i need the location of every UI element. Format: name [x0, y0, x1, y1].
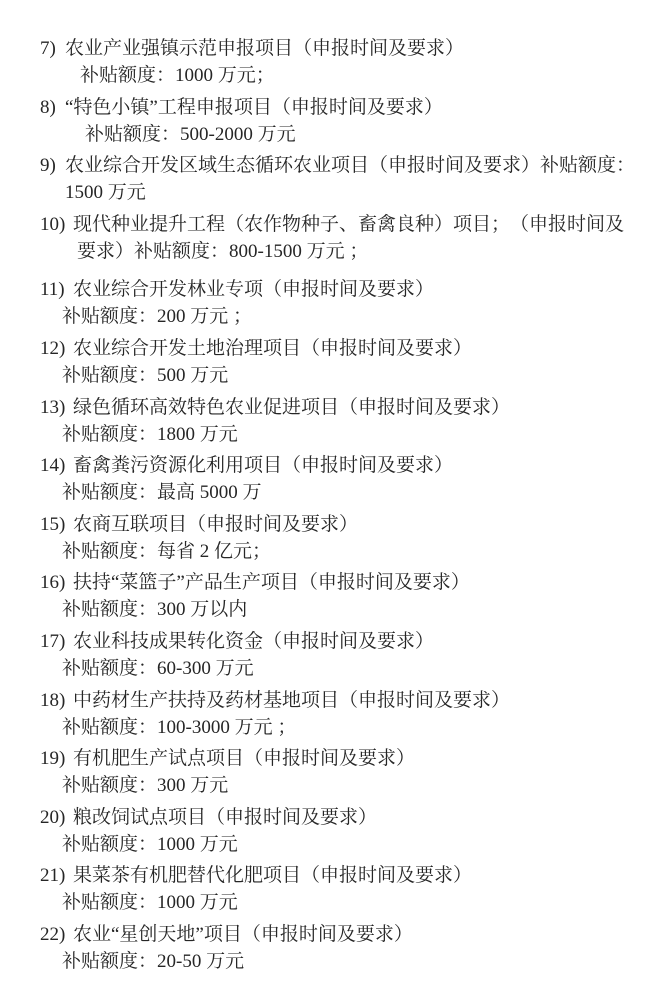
item-title: 现代种业提升工程（农作物种子、畜禽良种）项目； （申报时间及	[73, 213, 625, 235]
item-detail: 补贴额度：100-3000 万元 ；	[62, 716, 297, 738]
item-title: 扶持“菜篮子”产品生产项目（申报时间及要求）	[73, 572, 470, 594]
item-number: 9)	[40, 155, 56, 177]
item-detail: 补贴额度：20-50 万元	[62, 950, 245, 972]
item-title: 有机肥生产试点项目（申报时间及要求）	[73, 748, 416, 770]
item-title: 绿色循环高效特色农业促进项目（申报时间及要求）	[73, 396, 511, 418]
list-item-22	[0, 921, 644, 975]
list-item-16	[0, 569, 644, 623]
list-item-13	[0, 394, 644, 448]
item-number: 12)	[40, 337, 66, 359]
list-item-12	[0, 335, 644, 389]
item-detail: 补贴额度：200 万元 ；	[62, 306, 253, 328]
item-number: 7)	[40, 38, 56, 59]
item-detail: 补贴额度：500-2000 万元	[85, 123, 296, 145]
item-detail: 补贴额度：300 万元	[62, 775, 229, 797]
item-number: 19)	[40, 748, 66, 770]
item-title: 农业综合开发林业专项（申报时间及要求）	[73, 279, 435, 301]
item-number: 17)	[40, 630, 66, 652]
item-title: 果菜茶有机肥替代化肥项目（申报时间及要求）	[73, 865, 473, 887]
list-item-7	[0, 35, 644, 89]
item-detail: 补贴额度：每省 2 亿元；	[62, 540, 272, 562]
list-item-10	[0, 211, 644, 265]
item-detail: 补贴额度：1800 万元	[62, 423, 238, 445]
item-detail: 补贴额度：1000 万元	[62, 892, 238, 914]
list-item-11	[0, 276, 644, 330]
list-item-14	[0, 452, 644, 506]
item-detail: 补贴额度：最高 5000 万	[62, 482, 262, 504]
item-number: 21)	[40, 865, 66, 887]
item-detail: 补贴额度：60-300 万元	[62, 657, 254, 679]
list-item-15	[0, 511, 644, 565]
item-number: 22)	[40, 923, 66, 945]
item-title: 畜禽粪污资源化利用项目（申报时间及要求）	[73, 455, 454, 477]
item-number: 14)	[40, 455, 66, 477]
item-title: 中药材生产扶持及药材基地项目（申报时间及要求）	[73, 689, 511, 711]
item-title: 农业产业强镇示范申报项目（申报时间及要求）	[65, 38, 465, 59]
item-detail: 补贴额度：1000 万元；	[80, 65, 275, 86]
item-number: 18)	[40, 689, 66, 711]
list-item-17	[0, 628, 644, 682]
item-title: 粮改饲试点项目（申报时间及要求）	[73, 806, 378, 828]
item-number: 20)	[40, 806, 66, 828]
item-detail: 补贴额度：1000 万元	[62, 833, 238, 855]
item-number: 15)	[40, 513, 66, 535]
item-number: 10)	[40, 213, 66, 235]
item-title: 农业综合开发土地治理项目（申报时间及要求）	[73, 337, 473, 359]
item-detail: 补贴额度：500 万元	[62, 364, 229, 386]
list-item-9	[0, 152, 644, 206]
item-number: 13)	[40, 396, 66, 418]
item-title: 农业综合开发区域生态循环农业项目（申报时间及要求）补贴额度：	[65, 155, 636, 177]
item-number: 8)	[40, 96, 56, 118]
list-item-8	[0, 94, 644, 148]
item-title: 农业科技成果转化资金（申报时间及要求）	[73, 630, 435, 652]
item-number: 11)	[40, 279, 65, 301]
item-detail: 要求）补贴额度：800-1500 万元 ；	[77, 240, 369, 262]
list-item-21	[0, 862, 644, 916]
list-item-20	[0, 804, 644, 858]
item-detail: 补贴额度：300 万以内	[62, 599, 248, 621]
item-title: 农业“星创天地”项目（申报时间及要求）	[73, 923, 413, 945]
item-title: “特色小镇”工程申报项目（申报时间及要求）	[65, 96, 443, 118]
list-item-18	[0, 687, 644, 741]
item-title: 农商互联项目（申报时间及要求）	[73, 513, 359, 535]
item-detail: 1500 万元	[65, 182, 146, 204]
list-item-19	[0, 745, 644, 799]
item-number: 16)	[40, 572, 66, 594]
